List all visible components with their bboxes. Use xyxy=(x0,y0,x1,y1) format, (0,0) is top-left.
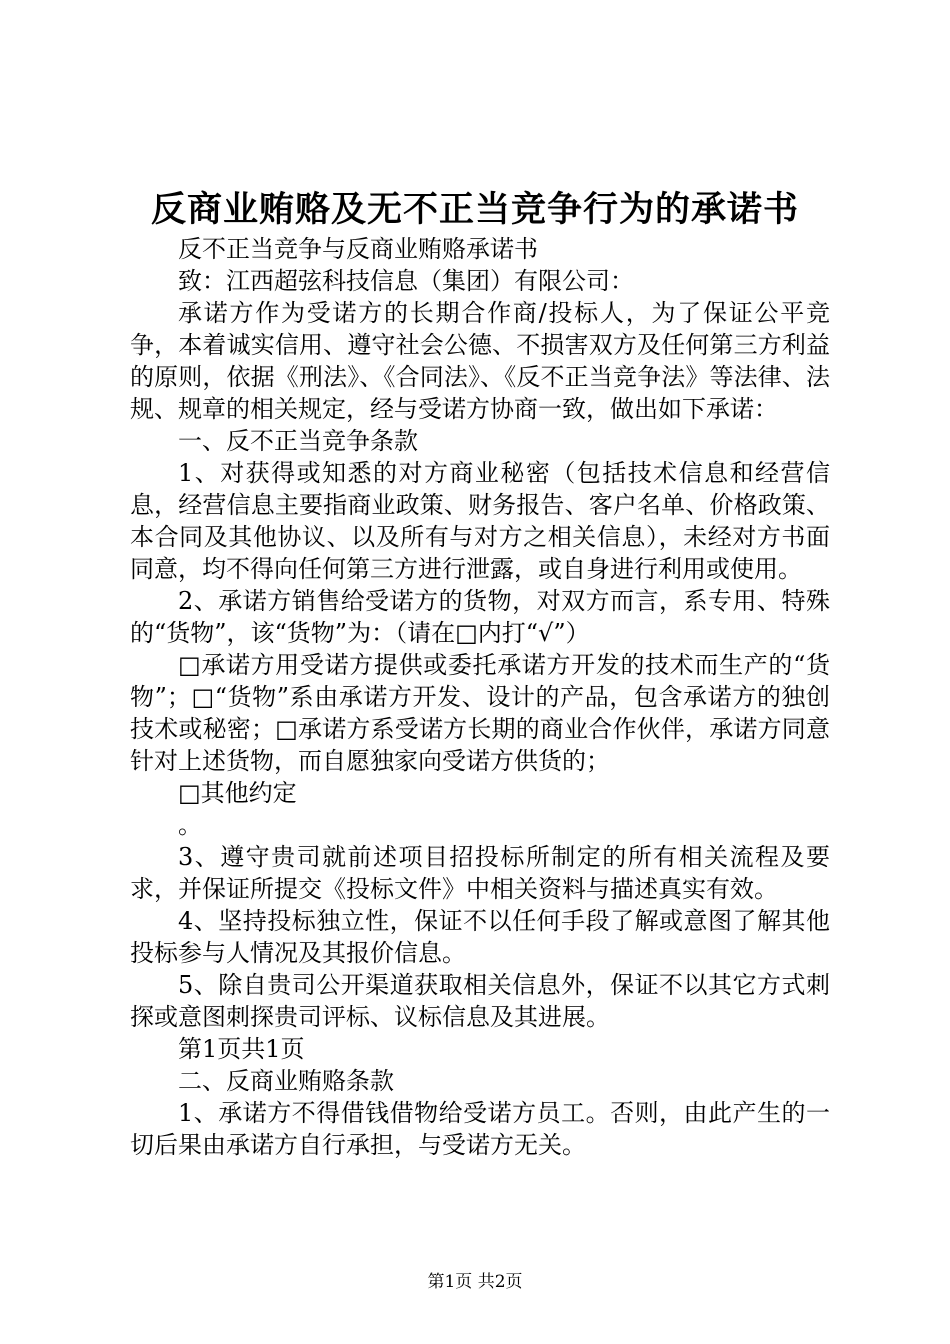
other-agreement-paragraph: □其他约定 xyxy=(178,779,297,807)
addressee-paragraph: 致：江西超弦科技信息（集团）有限公司： xyxy=(178,267,634,295)
intro-paragraph: 承诺方作为受诺方的长期合作商/投标人，为了保证公平竞争，本着诚实信用、遵守社会公德、不损害双方及任何第三方利益的原则，依据《刑法》、《合同法》、《反不正当竞争法》等法律、法规、规章的相关规定，经与受诺方协商一致，做出如下承诺： xyxy=(130,299,830,423)
clause-1-2: 2、承诺方销售给受诺方的货物，对双方而言，系专用、特殊的“货物”，该“货物”为：（请在□内打“√”） xyxy=(130,587,830,647)
checkbox-options-paragraph: □承诺方用受诺方提供或委托承诺方开发的技术而生产的“货物”；□“货物”系由承诺方开发、设计的产品，包含承诺方的独创技术或秘密；□承诺方系受诺方长期的商业合作伙伴，承诺方同意针对上述货物，而自愿独家向受诺方供货的； xyxy=(130,651,830,775)
clause-1-3: 3、遵守贵司就前述项目招投标所制定的所有相关流程及要求，并保证所提交《投标文件》中相关资料与描述真实有效。 xyxy=(130,843,830,903)
clause-1-4: 4、坚持投标独立性，保证不以任何手段了解或意图了解其他投标参与人情况及其报价信息。 xyxy=(130,907,830,967)
inline-page-marker: 第1页共1页 xyxy=(178,1035,305,1063)
section-heading-2: 二、反商业贿赂条款 xyxy=(178,1067,394,1095)
document-body xyxy=(130,233,830,1161)
section-heading-1: 一、反不正当竞争条款 xyxy=(178,427,418,455)
page-footer: 第1页 共2页 xyxy=(427,1272,523,1292)
clause-1-1: 1、对获得或知悉的对方商业秘密（包括技术信息和经营信息，经营信息主要指商业政策、财务报告、客户名单、价格政策、本合同及其他协议、以及所有与对方之相关信息），未经对方书面同意，均不得向任何第三方进行泄露，或自身进行利用或使用。 xyxy=(130,459,830,583)
subtitle-paragraph: 反不正当竞争与反商业贿赂承诺书 xyxy=(178,235,538,263)
clause-1-5: 5、除自贵司公开渠道获取相关信息外，保证不以其它方式刺探或意图刺探贵司评标、议标信息及其进展。 xyxy=(130,971,830,1031)
document-title: 反商业贿赂及无不正当竞争行为的承诺书 xyxy=(150,189,799,230)
clause-2-1: 1、承诺方不得借钱借物给受诺方员工。否则，由此产生的一切后果由承诺方自行承担，与受诺方无关。 xyxy=(130,1099,830,1159)
period-line: 。 xyxy=(178,811,202,839)
